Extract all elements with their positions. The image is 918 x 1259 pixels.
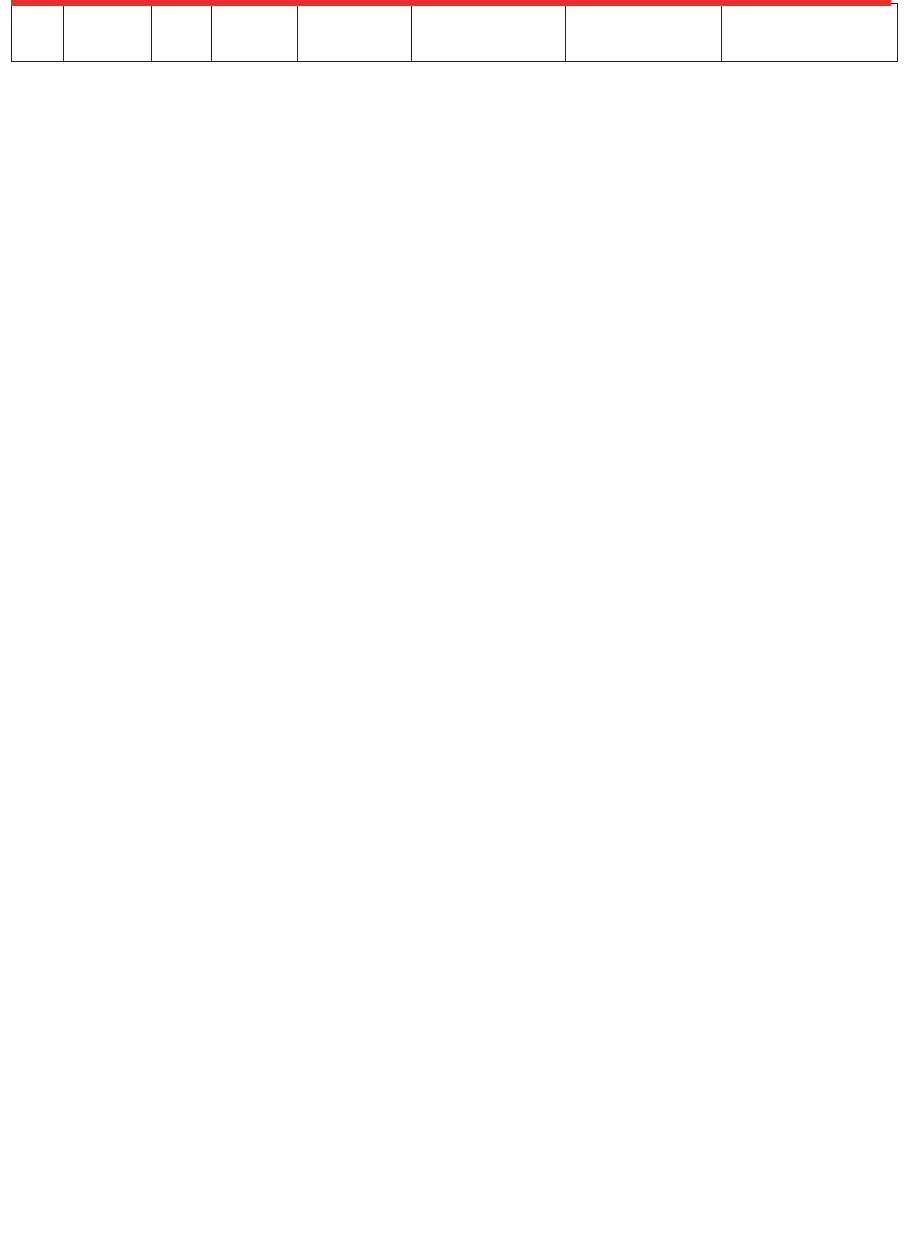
header-seq bbox=[12, 4, 64, 62]
header-declare bbox=[566, 4, 722, 62]
header-category bbox=[298, 4, 412, 62]
header-row bbox=[12, 4, 898, 62]
header-ethnic bbox=[212, 4, 298, 62]
header-name bbox=[64, 4, 152, 62]
header-project bbox=[412, 4, 566, 62]
inheritor-table bbox=[11, 3, 898, 62]
header-gender bbox=[152, 4, 212, 62]
header-location bbox=[722, 4, 898, 62]
